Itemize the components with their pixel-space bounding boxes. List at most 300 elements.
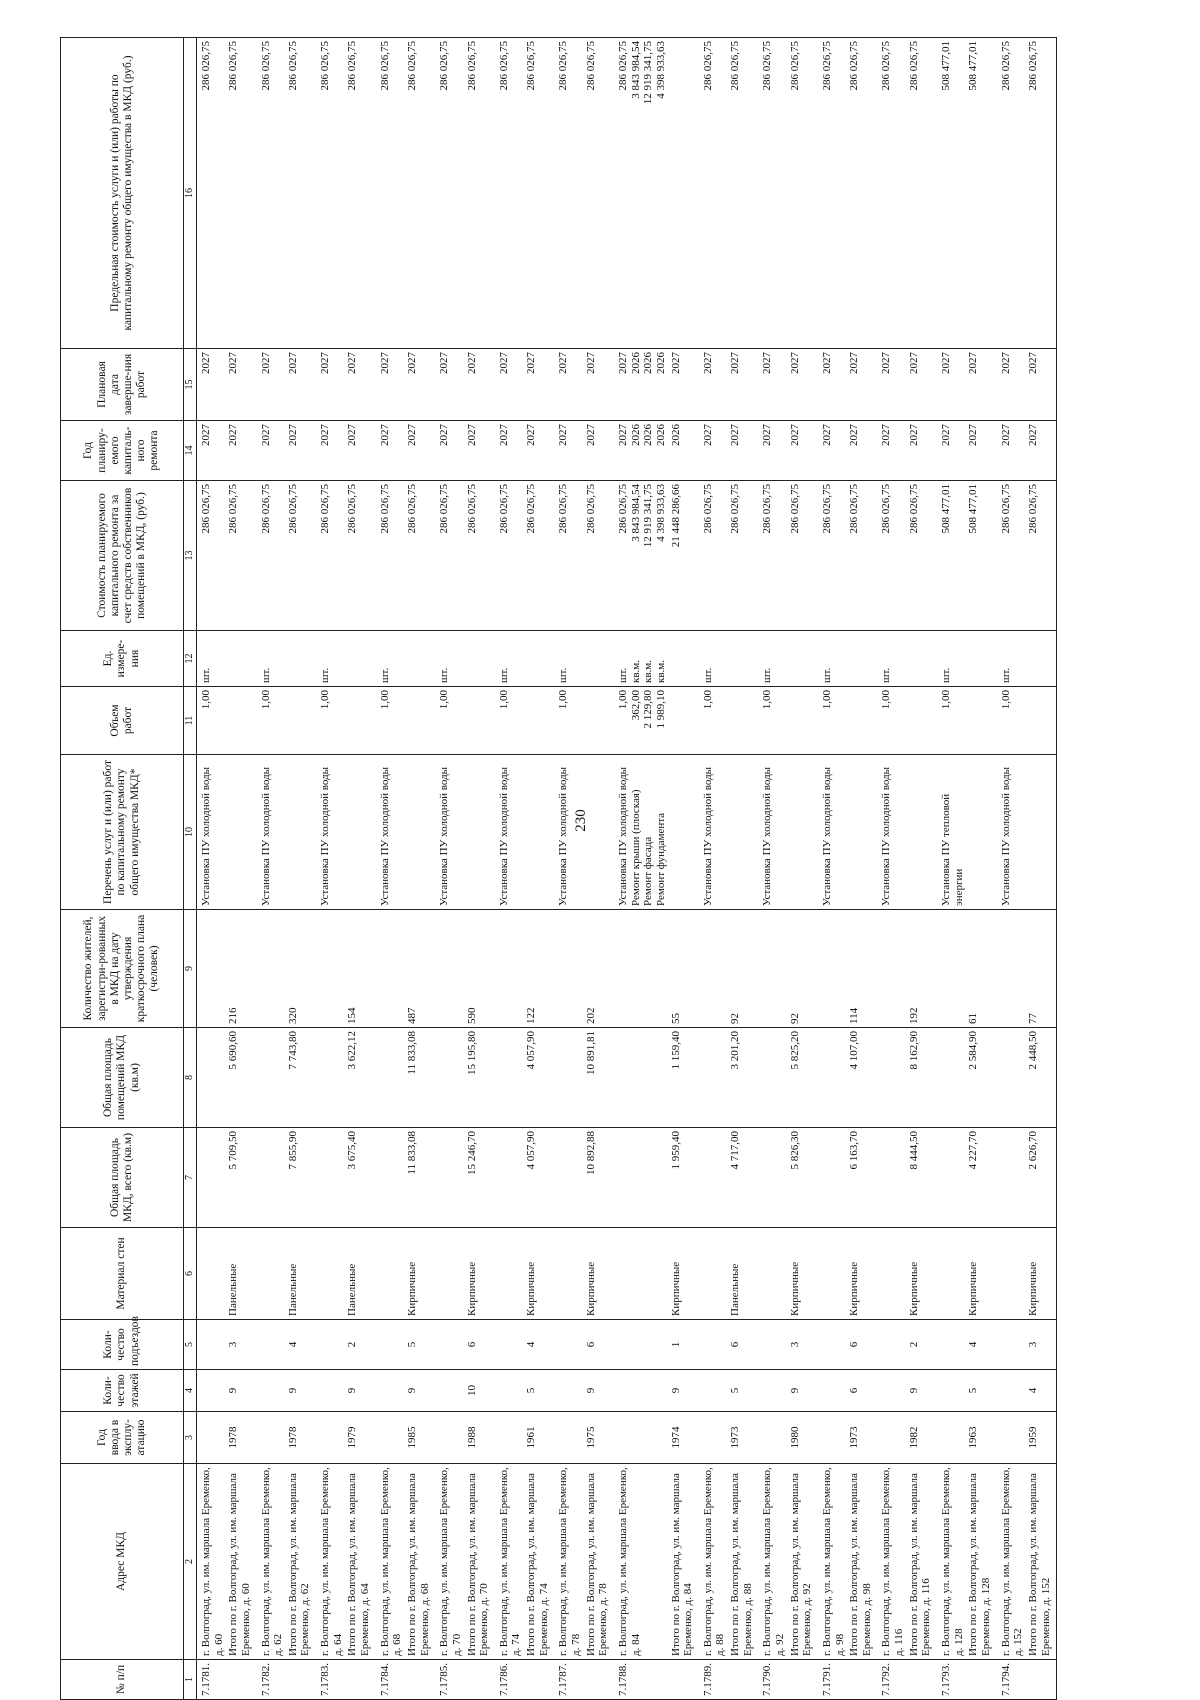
empty-cell	[435, 1370, 464, 1412]
work-year-line: 2026	[642, 424, 655, 446]
year-built: 1973	[847, 1412, 877, 1464]
work-item-line: Установка ПУ тепловой энергии	[940, 793, 965, 906]
empty-cell	[554, 1412, 583, 1464]
work-year	[376, 421, 405, 481]
unit-line: шт.	[999, 667, 1012, 683]
empty-cell	[316, 1128, 345, 1228]
row-number: 7.1788.	[614, 1660, 669, 1700]
empty-cell	[197, 1128, 227, 1228]
work-cost-line: 286 026,75	[880, 484, 893, 534]
column-header: Ед. измере-ния	[61, 631, 184, 687]
empty-cell	[728, 687, 758, 755]
work-year-line: 2026	[654, 424, 667, 446]
address: г. Волгоград, ул. им. маршала Еременко, д. 68	[376, 1464, 405, 1660]
empty-cell	[435, 1228, 464, 1320]
work-volume	[818, 687, 847, 755]
work-item	[614, 755, 669, 910]
wall-material: Кирпичные	[669, 1228, 699, 1320]
unit	[197, 631, 227, 687]
work-limit-line: 286 026,75	[319, 41, 332, 91]
wall-material: Панельные	[226, 1228, 256, 1320]
object-row	[997, 38, 1026, 1700]
total-limit: 286 026,75	[847, 38, 877, 349]
work-year-line: 2027	[438, 424, 451, 446]
empty-cell	[937, 1128, 966, 1228]
floors: 9	[907, 1370, 937, 1412]
floors: 9	[286, 1370, 316, 1412]
empty-cell	[257, 1228, 286, 1320]
empty-cell	[997, 1128, 1026, 1228]
empty-cell	[877, 1370, 906, 1412]
total-limit: 286 026,75	[1026, 38, 1057, 349]
work-cost	[699, 481, 728, 631]
column-number: 1	[184, 1660, 197, 1700]
work-volume-line: 1,00	[438, 690, 451, 710]
address: г. Волгоград, ул. им. маршала Еременко, д. 64	[316, 1464, 345, 1660]
work-year-line: 2027	[200, 424, 212, 446]
total-year: 2027	[345, 421, 375, 481]
total-cost: 286 026,75	[907, 481, 937, 631]
area-total: 6 163,70	[847, 1128, 877, 1228]
object-row	[495, 38, 524, 1700]
work-volume-line: 1,00	[497, 690, 510, 710]
total-row	[966, 38, 996, 1700]
empty-cell	[937, 1412, 966, 1464]
total-limit: 286 026,75	[465, 38, 495, 349]
work-limit	[997, 38, 1026, 349]
unit-line: шт.	[761, 667, 774, 683]
empty-cell	[699, 1028, 728, 1128]
total-cost: 286 026,75	[465, 481, 495, 631]
work-item	[197, 755, 227, 910]
row-number: 7.1786.	[495, 1660, 524, 1700]
floors: 9	[788, 1370, 818, 1412]
total-label: Итого по г. Волгоград, ул. им. маршала Еременко, д. 98	[847, 1464, 877, 1660]
floors: 9	[345, 1370, 375, 1412]
work-date	[937, 349, 966, 421]
empty-cell	[405, 687, 435, 755]
wall-material: Кирпичные	[788, 1228, 818, 1320]
work-date	[699, 349, 728, 421]
unit-line: шт.	[940, 667, 953, 683]
work-date-line: 2027	[880, 352, 893, 374]
work-limit-line: 286 026,75	[820, 41, 833, 91]
work-date-line: 2027	[940, 352, 953, 374]
column-header: Общая площадь помещений МКД (кв.м)	[61, 1028, 184, 1128]
work-date	[554, 349, 583, 421]
total-date: 2027	[847, 349, 877, 421]
unit-line: шт.	[378, 667, 391, 683]
empty-cell	[788, 687, 818, 755]
total-label: Итого по г. Волгоград, ул. им. маршала Еременко, д. 68	[405, 1464, 435, 1660]
work-cost	[997, 481, 1026, 631]
floors: 9	[226, 1370, 256, 1412]
total-label: Итого по г. Волгоград, ул. им. маршала Еременко, д. 60	[226, 1464, 256, 1660]
residents: 216	[226, 910, 256, 1028]
work-date-line: 2027	[761, 352, 774, 374]
column-number: 16	[184, 38, 197, 349]
total-label: Итого по г. Волгоград, ул. им. маршала Еременко, д. 84	[669, 1464, 699, 1660]
unit-line: кв.м.	[629, 660, 642, 683]
empty-cell	[669, 755, 699, 910]
year-built: 1974	[669, 1412, 699, 1464]
total-row	[907, 38, 937, 1700]
work-limit	[699, 38, 728, 349]
area-total: 7 855,90	[286, 1128, 316, 1228]
work-item-line: Ремонт фундамента	[654, 812, 667, 906]
empty-cell	[847, 755, 877, 910]
work-limit-line: 286 026,75	[616, 41, 629, 91]
empty-cell	[758, 1228, 787, 1320]
unit-line: шт.	[820, 667, 833, 683]
work-limit-line: 286 026,75	[999, 41, 1012, 91]
row-number: 7.1794.	[997, 1660, 1026, 1700]
address: г. Волгоград, ул. им. маршала Еременко, д. 128	[937, 1464, 966, 1660]
total-label: Итого по г. Волгоград, ул. им. маршала Еременко, д. 74	[524, 1464, 554, 1660]
entrances: 4	[286, 1320, 316, 1370]
total-label: Итого по г. Волгоград, ул. им. маршала Еременко, д. 92	[788, 1464, 818, 1660]
total-year: 2027	[465, 421, 495, 481]
empty-cell	[495, 1228, 524, 1320]
unit	[937, 631, 966, 687]
work-item-line: Установка ПУ холодной воды	[616, 766, 629, 906]
total-cost: 508 477,01	[966, 481, 996, 631]
address: г. Волгоград, ул. им. маршала Еременко, д. 74	[495, 1464, 524, 1660]
residents: 77	[1026, 910, 1057, 1028]
work-cost-line: 286 026,75	[999, 484, 1012, 534]
empty-cell	[345, 1660, 375, 1700]
area-total: 3 675,40	[345, 1128, 375, 1228]
unit-line: шт.	[616, 667, 629, 683]
total-year: 2027	[226, 421, 256, 481]
empty-cell	[699, 1412, 728, 1464]
row-number: 7.1784.	[376, 1660, 405, 1700]
header-row	[61, 38, 184, 1700]
empty-cell	[286, 1660, 316, 1700]
empty-cell	[286, 631, 316, 687]
column-header: Год ввода в эксплу-атацию	[61, 1412, 184, 1464]
area-total: 10 892,88	[584, 1128, 614, 1228]
empty-cell	[877, 1028, 906, 1128]
work-limit-line: 286 026,75	[378, 41, 391, 91]
empty-cell	[316, 1028, 345, 1128]
work-cost	[495, 481, 524, 631]
object-row	[614, 38, 669, 1700]
row-number: 7.1790.	[758, 1660, 787, 1700]
work-item	[376, 755, 405, 910]
work-limit	[818, 38, 847, 349]
residents: 590	[465, 910, 495, 1028]
work-volume-line: 1,00	[880, 690, 893, 710]
row-number: 7.1791.	[818, 1660, 847, 1700]
total-cost: 286 026,75	[788, 481, 818, 631]
residents: 114	[847, 910, 877, 1028]
work-limit-line: 12 919 341,75	[642, 41, 655, 105]
work-date	[614, 349, 669, 421]
work-date	[316, 349, 345, 421]
work-volume	[997, 687, 1026, 755]
empty-cell	[937, 1320, 966, 1370]
page-number: 230	[572, 809, 589, 832]
empty-cell	[197, 1228, 227, 1320]
empty-cell	[345, 631, 375, 687]
year-built: 1982	[907, 1412, 937, 1464]
work-year-line: 2027	[701, 424, 714, 446]
empty-cell	[818, 1370, 847, 1412]
work-volume	[937, 687, 966, 755]
work-volume	[758, 687, 787, 755]
empty-cell	[699, 1370, 728, 1412]
column-header: Общая площадь МКД, всего (кв.м)	[61, 1128, 184, 1228]
empty-cell	[877, 1412, 906, 1464]
entrances: 5	[405, 1320, 435, 1370]
empty-cell	[495, 1370, 524, 1412]
column-number: 15	[184, 349, 197, 421]
empty-cell	[669, 631, 699, 687]
empty-cell	[316, 1370, 345, 1412]
empty-cell	[966, 755, 996, 910]
work-limit-line: 286 026,75	[557, 41, 570, 91]
area-rooms: 11 833,08	[405, 1028, 435, 1128]
wall-material: Кирпичные	[907, 1228, 937, 1320]
column-number: 5	[184, 1320, 197, 1370]
work-date-line: 2027	[557, 352, 570, 374]
work-volume	[316, 687, 345, 755]
total-label: Итого по г. Волгоград, ул. им. маршала Еременко, д. 64	[345, 1464, 375, 1660]
year-built: 1959	[1026, 1412, 1057, 1464]
area-total: 8 444,50	[907, 1128, 937, 1228]
total-date: 2027	[524, 349, 554, 421]
floors: 4	[1026, 1370, 1057, 1412]
address: г. Волгоград, ул. им. маршала Еременко, д. 98	[818, 1464, 847, 1660]
unit	[495, 631, 524, 687]
work-cost-line: 286 026,75	[438, 484, 451, 534]
work-item	[997, 755, 1026, 910]
work-limit-line: 286 026,75	[701, 41, 714, 91]
empty-cell	[997, 1412, 1026, 1464]
work-cost-line: 286 026,75	[497, 484, 510, 534]
empty-cell	[435, 1128, 464, 1228]
total-row	[1026, 38, 1057, 1700]
capital-repair-table	[60, 37, 1057, 1700]
work-cost-line: 286 026,75	[259, 484, 272, 534]
column-header: № п/п	[61, 1660, 184, 1700]
empty-cell	[345, 687, 375, 755]
residents: 320	[286, 910, 316, 1028]
area-rooms: 2 584,90	[966, 1028, 996, 1128]
total-cost: 286 026,75	[728, 481, 758, 631]
empty-cell	[584, 755, 614, 910]
total-cost: 286 026,75	[405, 481, 435, 631]
total-year: 2026	[669, 421, 699, 481]
work-limit-line: 286 026,75	[880, 41, 893, 91]
total-limit: 508 477,01	[966, 38, 996, 349]
wall-material: Панельные	[286, 1228, 316, 1320]
empty-cell	[316, 1412, 345, 1464]
work-item-line: Ремонт крыши (плоская)	[629, 789, 642, 906]
work-date	[877, 349, 906, 421]
empty-cell	[997, 1370, 1026, 1412]
empty-cell	[937, 1028, 966, 1128]
floors: 5	[524, 1370, 554, 1412]
total-date: 2027	[286, 349, 316, 421]
unit	[435, 631, 464, 687]
work-volume-line: 1,00	[761, 690, 774, 710]
unit	[818, 631, 847, 687]
work-year-line: 2027	[820, 424, 833, 446]
work-volume-line: 1,00	[319, 690, 332, 710]
work-year-line: 2027	[319, 424, 332, 446]
work-item-line: Установка ПУ холодной воды	[497, 766, 510, 906]
area-total: 4 057,90	[524, 1128, 554, 1228]
column-number: 12	[184, 631, 197, 687]
work-date-line: 2026	[654, 352, 667, 374]
work-year	[316, 421, 345, 481]
entrances: 3	[1026, 1320, 1057, 1370]
unit	[376, 631, 405, 687]
work-volume-line: 1,00	[378, 690, 391, 710]
empty-cell	[758, 910, 787, 1028]
empty-cell	[316, 910, 345, 1028]
column-header: Стоимость планируемого капитального ремонта за счет средств собственников помещений в МКД, (руб.)	[61, 481, 184, 631]
address: г. Волгоград, ул. им. маршала Еременко, д. 88	[699, 1464, 728, 1660]
object-row	[699, 38, 728, 1700]
area-rooms: 3 622,12	[345, 1028, 375, 1128]
unit-line: шт.	[319, 667, 332, 683]
empty-cell	[376, 1028, 405, 1128]
work-cost	[257, 481, 286, 631]
address: г. Волгоград, ул. им. маршала Еременко, д. 92	[758, 1464, 787, 1660]
empty-cell	[847, 687, 877, 755]
empty-cell	[197, 1370, 227, 1412]
entrances: 6	[728, 1320, 758, 1370]
column-number: 6	[184, 1228, 197, 1320]
empty-cell	[495, 1320, 524, 1370]
work-cost	[435, 481, 464, 631]
area-rooms: 4 107,00	[847, 1028, 877, 1128]
work-year-line: 2027	[259, 424, 272, 446]
empty-cell	[728, 1660, 758, 1700]
column-header: Коли-чество подъездов	[61, 1320, 184, 1370]
empty-cell	[818, 1128, 847, 1228]
total-cost: 286 026,75	[847, 481, 877, 631]
year-built: 1978	[226, 1412, 256, 1464]
object-row	[758, 38, 787, 1700]
column-header: Плановая дата заверше-ния работ	[61, 349, 184, 421]
work-limit	[316, 38, 345, 349]
work-limit-line: 3 843 984,54	[629, 41, 642, 99]
wall-material: Кирпичные	[405, 1228, 435, 1320]
work-year-line: 2027	[999, 424, 1012, 446]
work-limit	[614, 38, 669, 349]
work-cost-line: 508 477,01	[940, 484, 953, 534]
row-number: 7.1783.	[316, 1660, 345, 1700]
empty-cell	[286, 687, 316, 755]
empty-cell	[818, 1028, 847, 1128]
work-item-line: Установка ПУ холодной воды	[557, 766, 570, 906]
work-year	[877, 421, 906, 481]
total-year: 2027	[584, 421, 614, 481]
unit-line: шт.	[880, 667, 893, 683]
empty-cell	[614, 910, 669, 1028]
entrances: 2	[907, 1320, 937, 1370]
total-limit: 286 026,75	[226, 38, 256, 349]
total-limit: 286 026,75	[584, 38, 614, 349]
unit-line: шт.	[497, 667, 510, 683]
object-row	[197, 38, 227, 1700]
residents: 202	[584, 910, 614, 1028]
empty-cell	[966, 631, 996, 687]
floors: 10	[465, 1370, 495, 1412]
empty-cell	[788, 1660, 818, 1700]
address: г. Волгоград, ул. им. маршала Еременко, д. 116	[877, 1464, 906, 1660]
work-date-line: 2027	[259, 352, 272, 374]
work-limit-line: 286 026,75	[200, 41, 212, 91]
residents: 55	[669, 910, 699, 1028]
total-year: 2027	[728, 421, 758, 481]
empty-cell	[997, 1320, 1026, 1370]
empty-cell	[376, 1128, 405, 1228]
work-item-line: Установка ПУ холодной воды	[999, 766, 1012, 906]
work-item-line: Установка ПУ холодной воды	[880, 766, 893, 906]
empty-cell	[614, 1412, 669, 1464]
row-number: 7.1793.	[937, 1660, 966, 1700]
empty-cell	[376, 1320, 405, 1370]
empty-cell	[524, 687, 554, 755]
empty-cell	[524, 755, 554, 910]
work-cost	[197, 481, 227, 631]
empty-cell	[1026, 631, 1057, 687]
empty-cell	[728, 631, 758, 687]
work-volume	[614, 687, 669, 755]
work-year-line: 2027	[940, 424, 953, 446]
work-volume	[435, 687, 464, 755]
total-label: Итого по г. Волгоград, ул. им. маршала Еременко, д. 62	[286, 1464, 316, 1660]
empty-cell	[316, 1228, 345, 1320]
empty-cell	[376, 1412, 405, 1464]
total-year: 2027	[1026, 421, 1057, 481]
work-item-line: Установка ПУ холодной воды	[438, 766, 451, 906]
total-cost: 286 026,75	[286, 481, 316, 631]
empty-cell	[758, 1028, 787, 1128]
column-number: 4	[184, 1370, 197, 1412]
work-item	[758, 755, 787, 910]
empty-cell	[286, 755, 316, 910]
empty-cell	[197, 1320, 227, 1370]
object-row	[877, 38, 906, 1700]
area-total: 1 959,40	[669, 1128, 699, 1228]
row-number: 7.1789.	[699, 1660, 728, 1700]
total-date: 2027	[1026, 349, 1057, 421]
work-volume-line: 1,00	[557, 690, 570, 710]
work-date-line: 2027	[319, 352, 332, 374]
area-rooms: 5 825,20	[788, 1028, 818, 1128]
empty-cell	[614, 1370, 669, 1412]
address: г. Волгоград, ул. им. маршала Еременко, д. 152	[997, 1464, 1026, 1660]
column-header: Материал стен	[61, 1228, 184, 1320]
work-year	[495, 421, 524, 481]
work-year-line: 2027	[616, 424, 629, 446]
work-date	[495, 349, 524, 421]
empty-cell	[699, 1320, 728, 1370]
empty-cell	[877, 1228, 906, 1320]
work-cost-line: 286 026,75	[378, 484, 391, 534]
work-volume-line: 1,00	[616, 690, 629, 710]
work-date-line: 2027	[497, 352, 510, 374]
total-limit	[669, 38, 699, 349]
empty-cell	[966, 1660, 996, 1700]
work-limit	[376, 38, 405, 349]
